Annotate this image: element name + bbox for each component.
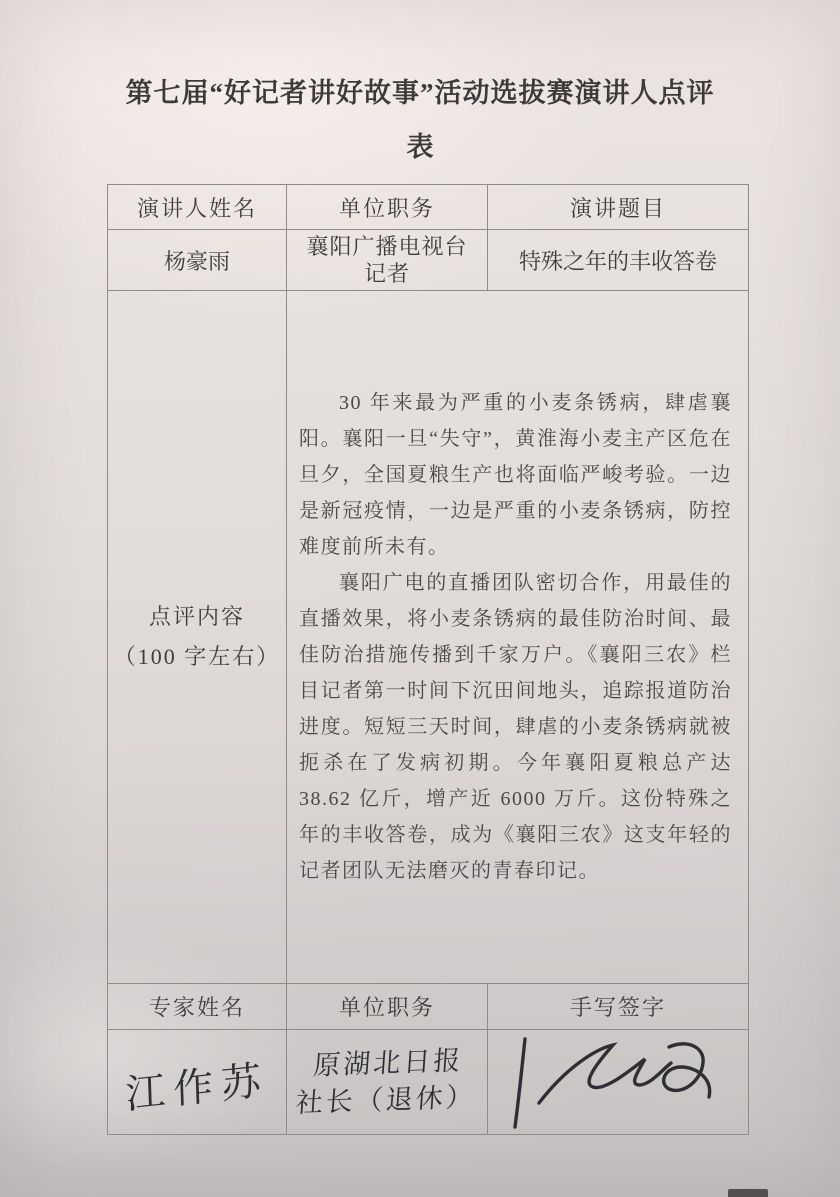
photo-edge-mark [728, 1189, 768, 1197]
header-cell-unit-position: 单位职务 [287, 185, 488, 230]
speaker-unit-cell [287, 230, 488, 291]
speaker-unit-line1: 襄阳广播电视台 [306, 234, 468, 259]
speaker-topic-cell: 特殊之年的丰收答卷 [488, 230, 749, 291]
comment-label-line2: （100 字左右） [113, 644, 281, 669]
page-title [0, 76, 840, 164]
expert-unit-line2: 社长（退休） [294, 1081, 477, 1119]
comment-content-cell [287, 291, 749, 984]
header-cell-speaker-name: 演讲人姓名 [108, 185, 287, 230]
signature-cell [488, 1030, 749, 1135]
expert-unit-line1: 原湖北日报 [312, 1045, 465, 1081]
expert-name-cell [108, 1030, 287, 1135]
header-cell-expert-name: 专家姓名 [108, 984, 287, 1030]
speaker-name-cell: 杨豪雨 [108, 230, 287, 291]
handwritten-signature-icon [499, 1033, 737, 1131]
comment-label-cell [108, 291, 287, 984]
page-title-line2: 表 [406, 132, 434, 162]
expert-header-row [108, 984, 749, 1030]
review-form-table [107, 184, 749, 1135]
expert-data-row [108, 1030, 749, 1135]
page-title-line1: 第七届“好记者讲好故事”活动选拔赛演讲人点评 [125, 78, 715, 108]
expert-name-handwriting: 江作苏 [124, 1056, 270, 1118]
speaker-data-row [108, 230, 749, 291]
comment-row [108, 291, 749, 984]
expert-unit-handwriting [294, 1042, 479, 1123]
speaker-unit-line2: 记者 [363, 261, 410, 286]
header-cell-signature: 手写签字 [488, 984, 749, 1030]
comment-paragraph-2: 襄阳广电的直播团队密切合作，用最佳的直播效果，将小麦条锈病的最佳防治时间、最佳防治措施传播到千家万户。《襄阳三农》栏目记者第一时间下沉田间地头，追踪报道防治进度。短短三天时间，肆虐的小麦条锈病就被扼杀在了发病初期。今年襄阳夏粮总产达 38.62 亿斤，增产近 6000 万斤。这份特殊之年的丰收答卷，成为《襄阳三农》这支年轻的记者团队无法磨灭的青春印记。 [299, 572, 732, 882]
speaker-header-row [108, 185, 749, 230]
header-cell-speech-topic: 演讲题目 [488, 185, 749, 230]
comment-text-block [287, 385, 748, 889]
comment-label-line1: 点评内容 [148, 604, 245, 629]
comment-paragraph-1: 30 年来最为严重的小麦条锈病，肆虐襄阳。襄阳一旦“失守”，黄淮海小麦主产区危在旦夕，全国夏粮生产也将面临严峻考验。一边是新冠疫情，一边是严重的小麦条锈病，防控难度前所未有。 [299, 392, 732, 558]
header-cell-expert-unit: 单位职务 [287, 984, 488, 1030]
expert-unit-cell [287, 1030, 488, 1135]
